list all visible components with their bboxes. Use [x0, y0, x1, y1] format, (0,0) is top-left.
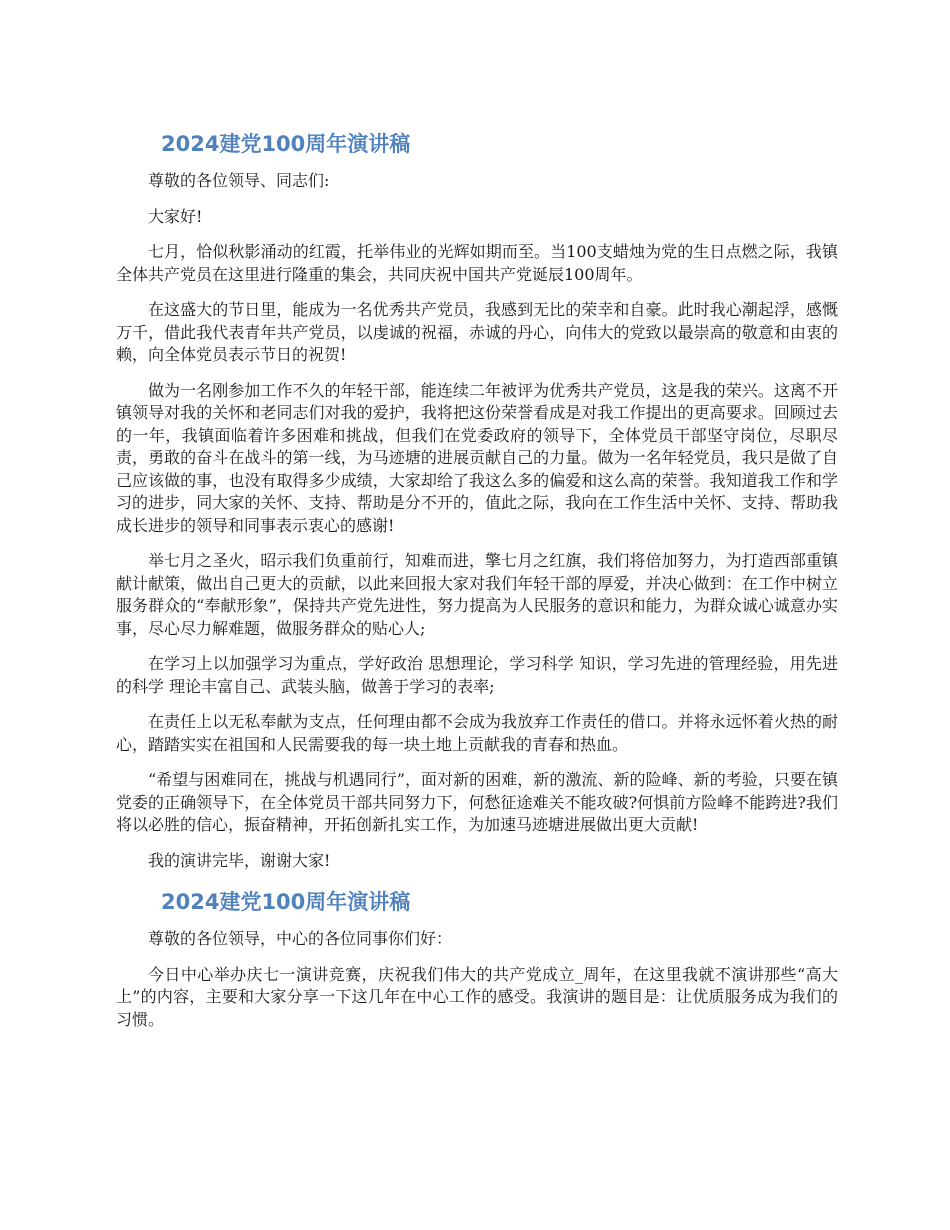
greeting: 大家好! — [148, 206, 203, 226]
paragraph: 在这盛大的节日里，能成为一名优秀共产党员，我感到无比的荣幸和自豪。此时我心潮起浮，感慨万千，借此我代表青年共产党员，以虔诚的祝福，赤诚的丹心，向伟大的党致以最崇高的敬意和由衷的赖，向全体党员表示节日的祝贺! — [116, 300, 838, 364]
document-title-2: 2024建党100周年演讲稿 — [161, 890, 411, 914]
salutation: 尊敬的各位领导，中心的各位同事你们好： — [148, 929, 453, 948]
paragraph: 七月，恰似秋影涌动的红霞，托举伟业的光辉如期而至。当100支蜡烛为党的生日点燃之际，我镇全体共产党员在这里进行隆重的集会，共同庆祝中国共产党诞辰100周年。 — [116, 242, 838, 284]
paragraph: 举七月之圣火，昭示我们负重前行，知难而进，擎七月之红旗，我们将倍加努力，为打造西部重镇献计献策，做出自己更大的贡献，以此来回报大家对我们年轻干部的厚爱，并决心做到：在工作中树立服务群众的“奉献形象”，保持共产党先进性，努力提高为人民服务的意识和能力，为群众诚心诚意办实事，尽心尽力解难题，做服务群众的贴心人; — [116, 551, 838, 638]
closing: 我的演讲完毕，谢谢大家! — [148, 850, 331, 870]
paragraph: 在责任上以无私奉献为支点，任何理由都不会成为我放弃工作责任的借口。并将永远怀着火热的耐心，踏踏实实在祖国和人民需要我的每一块土地上贡献我的青春和热血。 — [116, 712, 838, 754]
paragraph: 做为一名刚参加工作不久的年轻干部，能连续二年被评为优秀共产党员，这是我的荣兴。这离不开镇领导对我的关怀和老同志们对我的爱护，我将把这份荣誉看成是对我工作提出的更高要求。回顾过去的一年，我镇面临着许多困难和挑战，但我们在党委政府的领导下，全体党员干部坚守岗位，尽职尽责，勇敢的奋斗在战斗的第一线，为马迹塘的进展贡献自己的力量。做为一名年轻党员，我只是做了自己应该做的事，也没有取得多少成绩，大家却给了我这么多的偏爱和这么高的荣誉。我知道我工作和学习的进步，同大家的关怀、支持、帮助是分不开的，值此之际，我向在工作生活中关怀、支持、帮助我成长进步的领导和同事表示衷心的感谢! — [116, 380, 838, 535]
paragraph: 今日中心举办庆七一演讲竞赛，庆祝我们伟大的共产党成立_周年，在这里我就不演讲那些“高大上”的内容，主要和大家分享一下这几年在中心工作的感受。我演讲的题目是：让优质服务成为我们的习惯。 — [116, 964, 838, 1029]
salutation: 尊敬的各位领导、同志们: — [148, 171, 330, 190]
paragraph: 在学习上以加强学习为重点，学好政治 思想理论，学习科学 知识，学习先进的管理经验，用先进的科学 理论丰富自己、武装头脑，做善于学习的表率; — [116, 654, 838, 696]
document-page — [116, 118, 838, 1044]
document-title-1: 2024建党100周年演讲稿 — [161, 132, 411, 156]
paragraph: “希望与困难同在，挑战与机遇同行”，面对新的困难，新的激流、新的险峰、新的考验，只要在镇党委的正确领导下，在全体党员干部共同努力下，何愁征途难关不能攻破?何惧前方险峰不能跨进?我们将以必胜的信心，振奋精神，开拓创新扎实工作，为加速马迹塘进展做出更大贡献! — [116, 770, 838, 834]
